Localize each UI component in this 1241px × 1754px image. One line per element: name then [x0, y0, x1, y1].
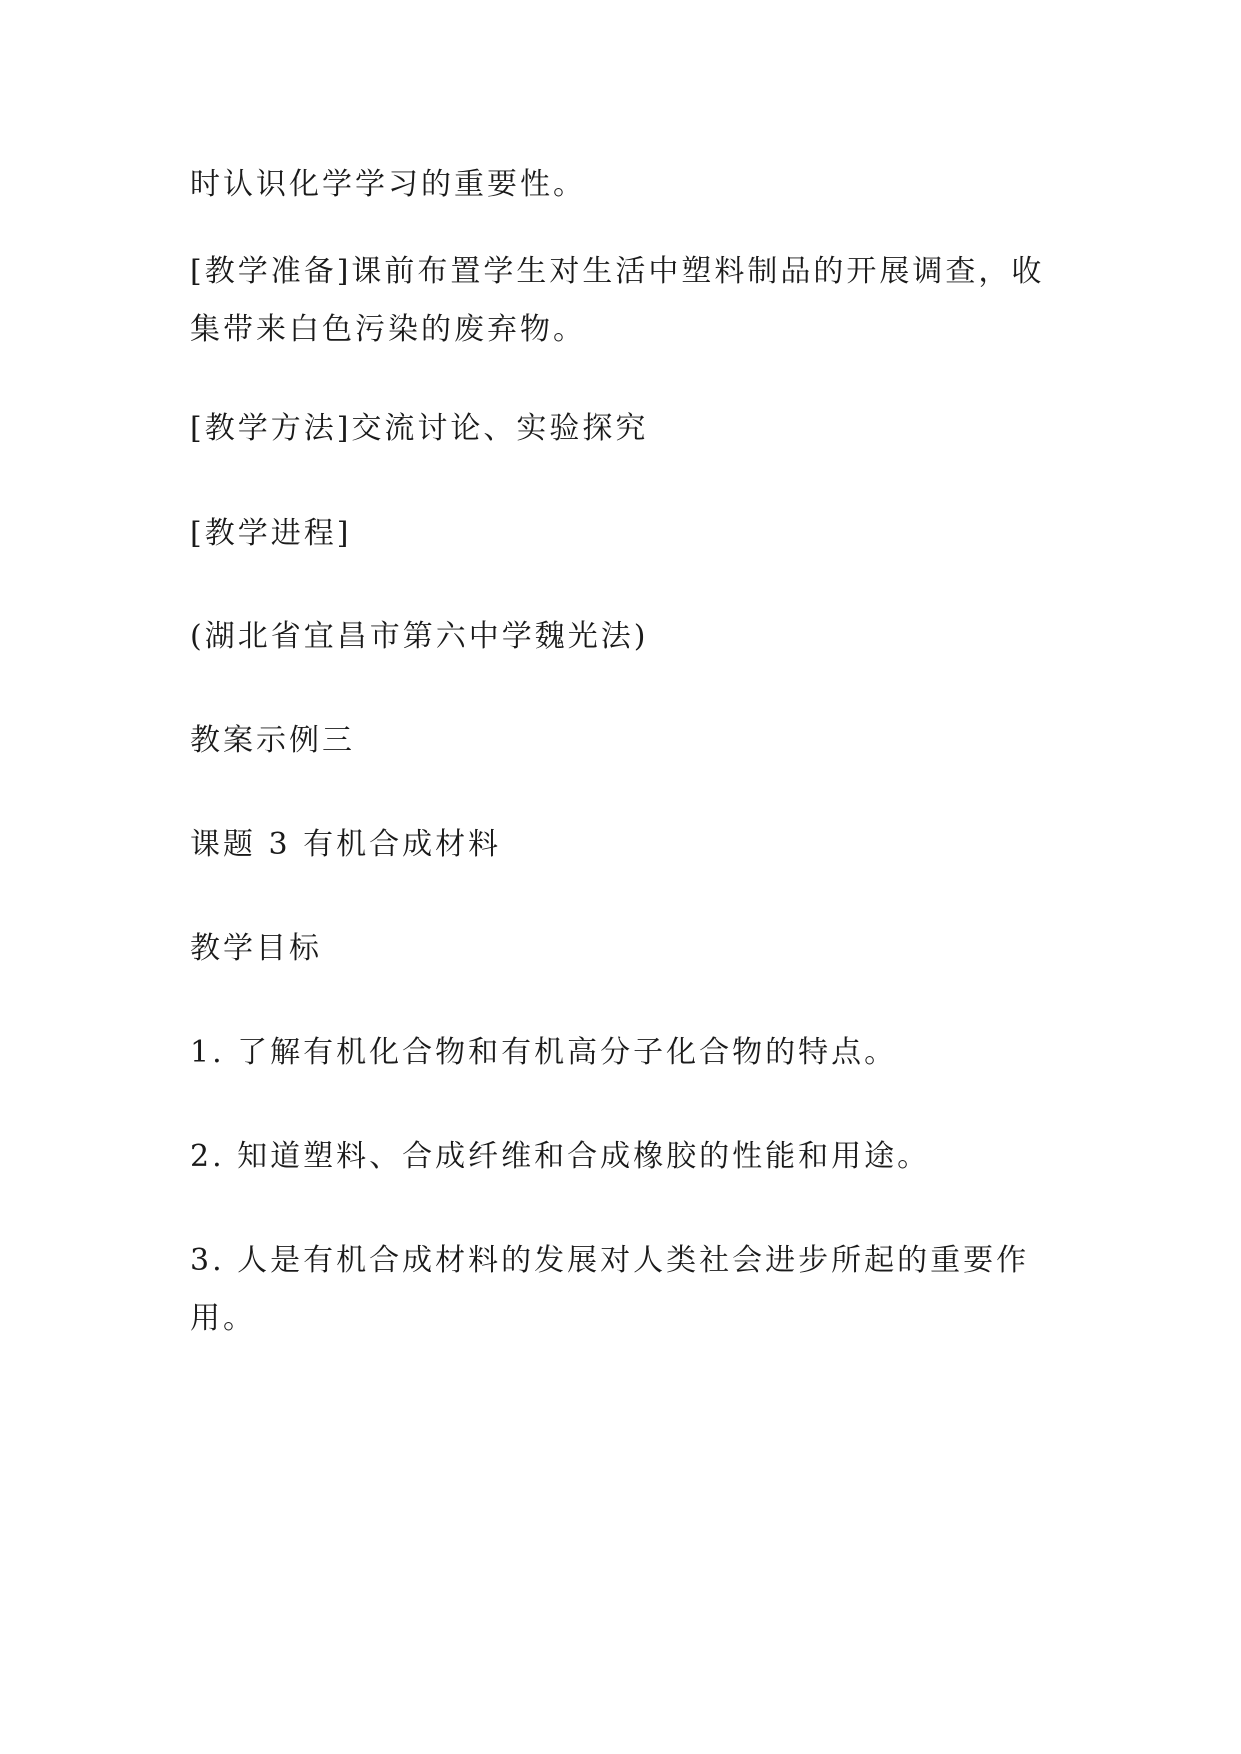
lesson-title: 课题 3 有机合成材料 — [190, 827, 502, 862]
paragraph-teaching-method: [教学方法]交流讨论、实验探究 — [190, 411, 649, 446]
section-heading-example-three: 教案示例三 — [190, 723, 355, 758]
paragraph-intro-continuation: 时认识化学学习的重要性。 — [190, 167, 586, 202]
teaching-objectives-heading: 教学目标 — [190, 931, 322, 966]
paragraph-teaching-process: [教学进程] — [190, 516, 352, 551]
objective-item-3: 3. 人是有机合成材料的发展对人类社会进步所起的重要作用。 — [190, 1243, 1030, 1336]
paragraph-teaching-preparation: [教学准备]课前布置学生对生活中塑料制品的开展调查，收集带来白色污染的废弃物。 — [190, 254, 1045, 347]
objective-item-1: 1. 了解有机化合物和有机高分子化合物的特点。 — [190, 1035, 898, 1070]
paragraph-author-attribution: (湖北省宜昌市第六中学魏光法) — [190, 619, 649, 654]
objective-item-2: 2. 知道塑料、合成纤维和合成橡胶的性能和用途。 — [190, 1139, 931, 1174]
